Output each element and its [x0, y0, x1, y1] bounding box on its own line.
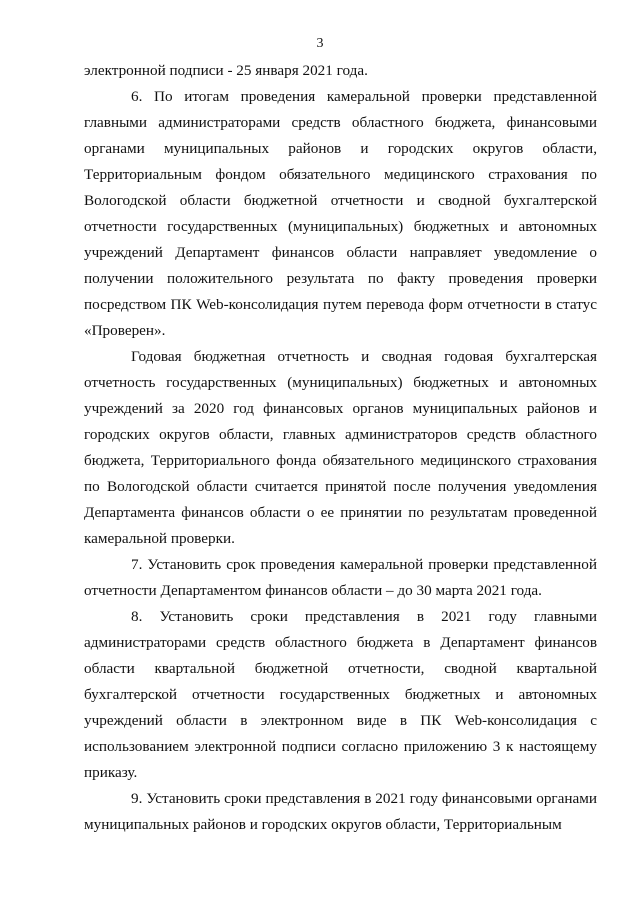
paragraph-item-7: 7. Установить срок проведения камеральной проверки представленной отчетности Департаментом финансов области – до 30 марта 2021 года.: [84, 556, 597, 599]
paragraph-item-9: 9. Установить сроки представления в 2021 году финансовыми органами муниципальных районов и городских округов области, Территориальным: [84, 790, 597, 833]
paragraph-annual-reporting: Годовая бюджетная отчетность и сводная годовая бухгалтерская отчетность государственных (муниципальных) бюджетных и автономных учреждений за 2020 год финансовых органов муниципальных районов и городских округов области, главных администраторов средств областного бюджета, Территориального фонда обязательного медицинского страхования по Вологодской области считается принятой после получения уведомления Департамента финансов области о ее принятии по результатам проведенной камеральной проверки.: [84, 348, 597, 547]
paragraph-item-6: 6. По итогам проведения камеральной проверки представленной главными администраторами средств областного бюджета, финансовыми органами муниципальных районов и городских округов области, Территориальным фондом обязательного медицинского страхования по Вологодской области бюджетной отчетности и сводной бухгалтерской отчетности государственных (муниципальных) бюджетных и автономных учреждений Департамент финансов области направляет уведомление о получении положительного результата по факту проведения проверки посредством ПК Web-консолидация путем перевода форм отчетности в статус «Проверен».: [84, 88, 597, 339]
document-body: [84, 58, 597, 838]
paragraph-item-8: 8. Установить сроки представления в 2021 году главными администраторами средств областного бюджета в Департамент финансов области квартальной бюджетной отчетности, сводной квартальной бухгалтерской отчетности государственных бюджетных и автономных учреждений области в электронном виде в ПК Web-консолидация с использованием электронной подписи согласно приложению 3 к настоящему приказу.: [84, 608, 597, 781]
paragraph-continuation: электронной подписи - 25 января 2021 года.: [84, 62, 368, 79]
page-number: 3: [316, 36, 324, 51]
